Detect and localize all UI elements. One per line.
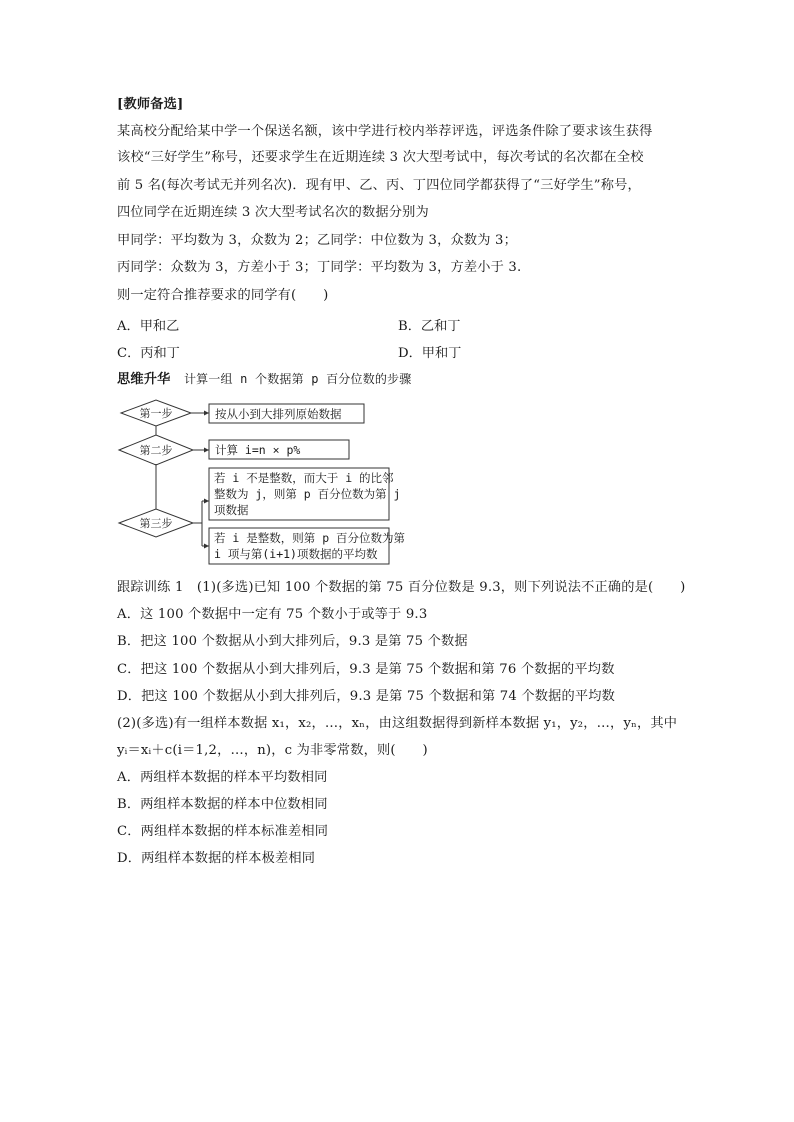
section-title: [教师备选] bbox=[117, 97, 184, 112]
option-d: D．甲和丁 bbox=[398, 346, 462, 361]
practice-q1-option: C．把这 100 个数据从小到大排列后，9.3 是第 75 个数据和第 76 个数据的平均数 bbox=[117, 662, 615, 677]
step1-label: 第一步 bbox=[139, 407, 173, 420]
practice-q2-stem-line1: (2)(多选)有一组样本数据 x₁，x₂，…，xₙ，由这组数据得到新样本数据 y₁，y₂，…，yₙ，其中 bbox=[117, 716, 678, 731]
arrowhead bbox=[204, 499, 209, 504]
problem-line: 某高校分配给某中学一个保送名额，该中学进行校内举荐评选，评选条件除了要求该生获得 bbox=[117, 124, 653, 139]
practice-q2-option: A．两组样本数据的样本平均数相同 bbox=[117, 770, 328, 785]
thinking-heading: 思维升华 bbox=[117, 372, 171, 387]
arrowhead bbox=[204, 411, 209, 416]
box4-text-line2: i 项与第(i+1)项数据的平均数 bbox=[214, 547, 378, 561]
practice-q1-option: A．这 100 个数据中一定有 75 个数小于或等于 9.3 bbox=[117, 607, 428, 622]
problem-line: 丙同学：众数为 3，方差小于 3；丁同学：平均数为 3，方差小于 3. bbox=[117, 260, 522, 275]
problem-line: 四位同学在近期连续 3 次大型考试名次的数据分别为 bbox=[117, 205, 429, 220]
option-b: B．乙和丁 bbox=[398, 319, 461, 334]
step2-label: 第二步 bbox=[139, 444, 173, 457]
box3-text-line2: 整数为 j，则第 p 百分位数为第 j bbox=[214, 487, 401, 501]
practice-q1-option: B．把这 100 个数据从小到大排列后，9.3 是第 75 个数据 bbox=[117, 634, 468, 649]
practice-q2-stem-line2: yᵢ＝xᵢ＋c(i＝1,2，…，n)，c 为非零常数，则( ) bbox=[117, 743, 428, 758]
box2-text: 计算 i=n × p% bbox=[215, 443, 301, 457]
problem-line: 该校“三好学生”称号，还要求学生在近期连续 3 次大型考试中，每次考试的名次都在全校 bbox=[117, 150, 644, 165]
practice-q2-option: C．两组样本数据的样本标准差相同 bbox=[117, 824, 329, 839]
box3-text-line3: 项数据 bbox=[214, 503, 249, 517]
thinking-subtitle: 计算一组 n 个数据第 p 百分位数的步骤 bbox=[183, 372, 412, 386]
practice-q2-option: D．两组样本数据的样本极差相同 bbox=[117, 851, 316, 866]
arrowhead bbox=[204, 544, 209, 549]
option-a: A．甲和乙 bbox=[117, 319, 180, 334]
problem-line: 前 5 名(每次考试无并列名次)．现有甲、乙、丙、丁四位同学都获得了“三好学生”称号， bbox=[117, 178, 641, 193]
box1-text: 按从小到大排列原始数据 bbox=[215, 407, 342, 421]
step3-label: 第三步 bbox=[139, 517, 173, 530]
practice-q1-stem: 跟踪训练 1 (1)(多选)已知 100 个数据的第 75 百分位数是 9.3，则下列说法不正确的是( ) bbox=[117, 580, 686, 595]
problem-line: 甲同学：平均数为 3，众数为 2；乙同学：中位数为 3，众数为 3； bbox=[117, 233, 518, 248]
arrowhead bbox=[204, 448, 209, 453]
flowchart-svg bbox=[117, 395, 417, 565]
problem-line: 则一定符合推荐要求的同学有( ) bbox=[117, 288, 329, 303]
box3-text-line1: 若 i 不是整数，而大于 i 的比邻 bbox=[214, 471, 394, 485]
option-c: C．丙和丁 bbox=[117, 346, 180, 361]
practice-q1-option: D．把这 100 个数据从小到大排列后，9.3 是第 75 个数据和第 74 个数据的平均数 bbox=[117, 689, 616, 704]
box4-text-line1: 若 i 是整数，则第 p 百分位数为第 bbox=[214, 531, 406, 545]
flowchart bbox=[117, 395, 417, 565]
thinking-header bbox=[117, 370, 412, 389]
practice-q2-option: B．两组样本数据的样本中位数相同 bbox=[117, 797, 328, 812]
